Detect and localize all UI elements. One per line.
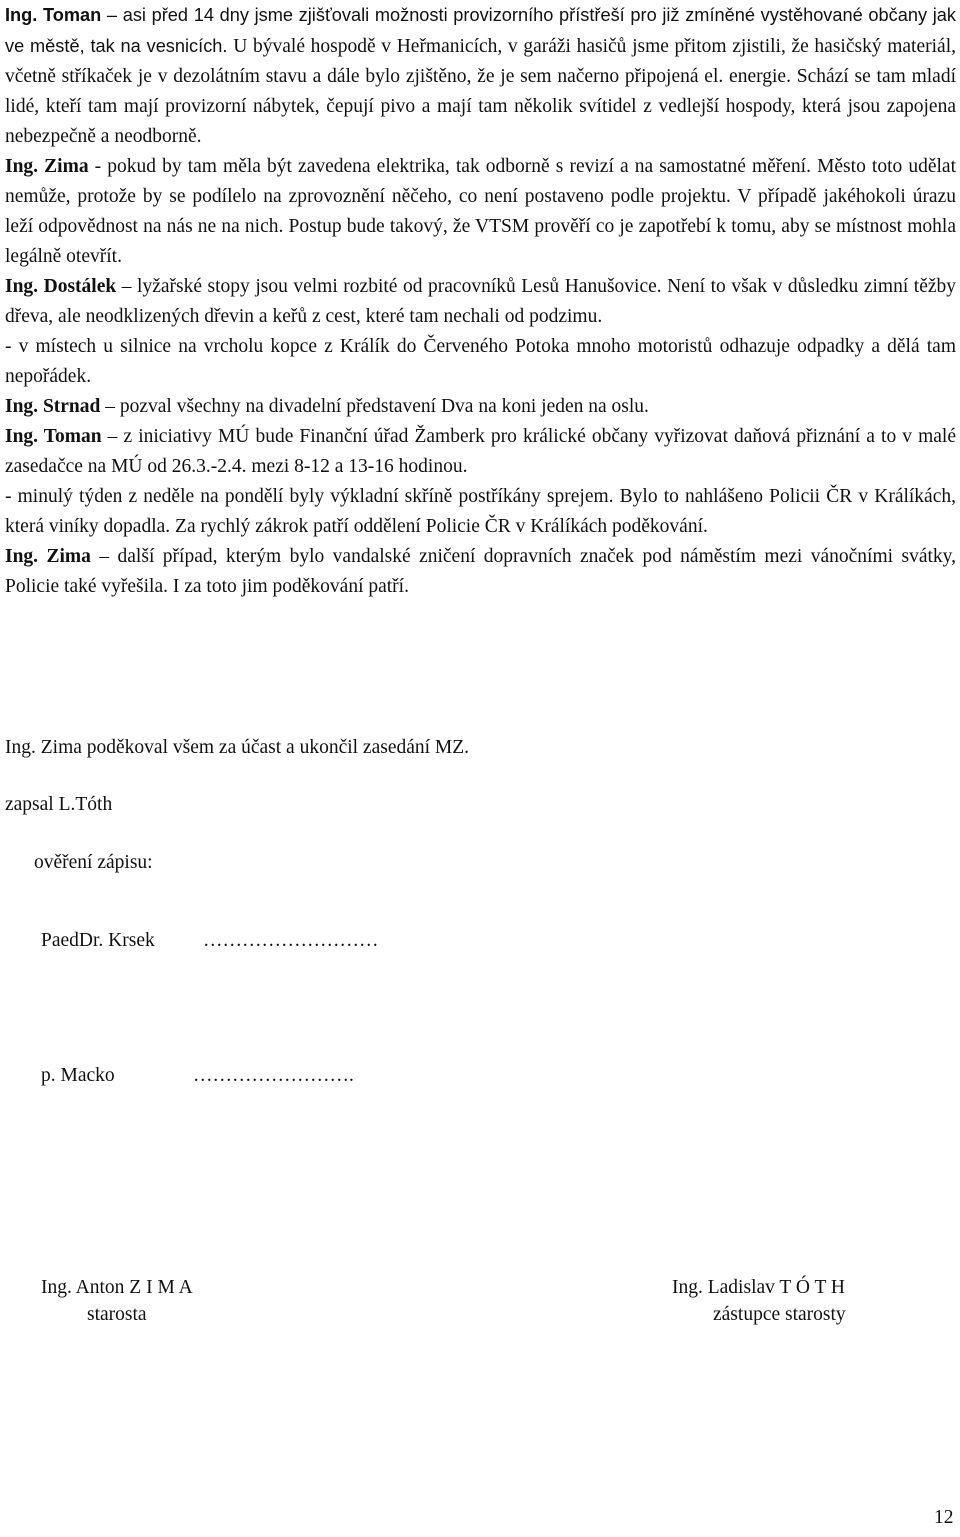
speaker-name: Toman: [43, 426, 102, 447]
closing-statement: Ing. Zima poděkoval všem za účast a ukončil zasedání MZ.: [5, 737, 470, 758]
minutes-body: [5, 0, 956, 602]
verification-label: ověření zápisu:: [34, 852, 153, 873]
verifier-1-name: PaedDr. Krsek: [41, 930, 155, 951]
speaker-name: Toman: [43, 5, 102, 25]
speaker-title: Ing.: [5, 5, 43, 25]
signature-right-role: zástupce starosty: [713, 1304, 846, 1325]
paragraph-text: - minulý týden z neděle na pondělí byly výkladní skříně postříkány sprejem. Bylo to nahlášeno Policii ČR v Králíkách, která viníky dopadla. Za rychlý zákrok patří oddělení Policie ČR v Králíkách poděkování.: [5, 486, 956, 537]
recorder-line: zapsal L.Tóth: [5, 794, 113, 815]
verifier-1-signature-line: ………………………: [203, 930, 379, 951]
paragraph-text: - pokud by tam měla být zavedena elektrika, tak odborně s revizí a na samostatné měření. Město toto udělat nemůže, protože by se podílelo na zprovoznění něčeho, co není postaveno podle projektu. V případě jakéhokoli úrazu leží odpovědnost na nás ne na nich. Postup bude takový, že VTSM prověří co je zapotřebí k tomu, aby se místnost mohla legálně otevřít.: [5, 156, 956, 267]
paragraph-text: – z iniciativy MÚ bude Finanční úřad Žamberk pro králické občany vyřizovat daňová přiznání a to v malé zasedačce na MÚ od 26.3.-2.4. mezi 8-12 a 13-16 hodinou.: [5, 426, 956, 477]
paragraph-text-continued: U bývalé hospodě v Heřmanicích, v garáži hasičů jsme přitom zjistili, že hasičský materiál, včetně stříkaček je v dezolátním stavu a dále bylo zjištěno, že je sem načerno připojená el. energie. Schází se tam mladí lidé, kteří tam mají provizorní nábytek, čepují pivo a mají tam několik svítidel z vedlejší hospody, která jsou zapojena nebezpečně a neodborně.: [5, 36, 956, 147]
paragraph-zima-2: [5, 542, 956, 602]
paragraph-toman-1: [5, 0, 956, 152]
paragraph-dostalek: [5, 272, 956, 332]
speaker-title: Ing.: [5, 396, 43, 417]
paragraph-text: - v místech u silnice na vrcholu kopce z Králík do Červeného Potoka mnoho motoristů odhazuje odpadky a dělá tam nepořádek.: [5, 336, 956, 387]
page-number: 12: [934, 1507, 954, 1528]
signature-left-role: starosta: [87, 1304, 147, 1325]
speaker-name: Dostálek: [43, 276, 117, 297]
paragraph-text: – asi před 14 dny jsme zjišťovali možnosti provizorního přístřeší pro již zmíněné vystěhované občany jak ve městě, tak na vesnicích.: [5, 5, 956, 56]
signature-right-name: Ing. Ladislav T Ó T H: [672, 1277, 845, 1298]
verifier-2-signature-line: …………………….: [193, 1065, 354, 1086]
speaker-title: Ing.: [5, 546, 47, 567]
paragraph-text: – lyžařské stopy jsou velmi rozbité od pracovníků Lesů Hanušovice. Není to však v důsledku zimní těžby dřeva, ale neodklizených dřevin a keřů z cest, které tam nechali od podzimu.: [5, 276, 957, 327]
speaker-title: Ing.: [5, 426, 44, 447]
paragraph-strnad: [5, 392, 956, 422]
paragraph-toman-2: [5, 422, 956, 482]
paragraph-zima-1: [5, 152, 956, 272]
paragraph-text: – další případ, kterým bylo vandalské zničení dopravních značek pod náměstím mezi vánočními svátky, Policie také vyřešila. I za toto jim poděkování patří.: [5, 546, 956, 597]
signature-left-name: Ing. Anton Z I M A: [41, 1277, 193, 1298]
speaker-name: Strnad: [42, 396, 101, 417]
speaker-title: Ing.: [5, 276, 44, 297]
document-page: [5, 0, 956, 1537]
speaker-name: Zima: [46, 546, 91, 567]
paragraph-text: – pozval všechny na divadelní představení Dva na koni jeden na oslu.: [100, 396, 649, 417]
speaker-name: Zima: [44, 156, 89, 177]
paragraph-dostalek-2: [5, 332, 956, 392]
speaker-title: Ing.: [5, 156, 45, 177]
verifier-2-name: p. Macko: [41, 1065, 115, 1086]
paragraph-toman-3: [5, 482, 956, 542]
